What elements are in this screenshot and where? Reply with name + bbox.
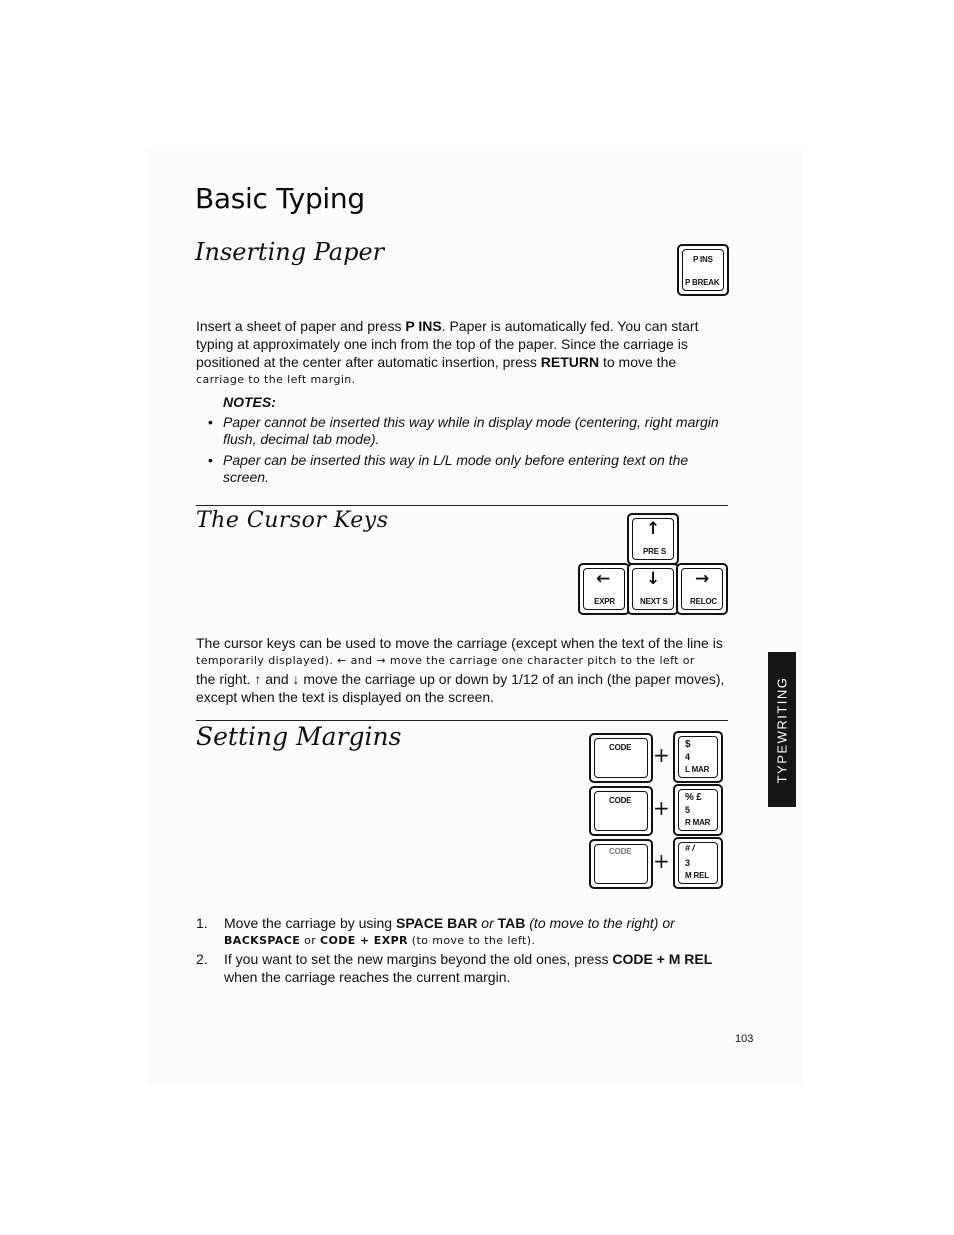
r-mar-key-symbol: % £ [685, 792, 702, 803]
up-arrow-icon: ↑ [646, 519, 661, 539]
section-divider-1 [196, 505, 728, 506]
note-1: • Paper cannot be inserted this way while in display mode (centering, right margin flush, decimal tab mode). [208, 414, 719, 447]
pre-s-key [627, 513, 679, 565]
code-key-1-label: CODE [609, 743, 632, 752]
setting-margins-heading: Setting Margins [196, 722, 402, 751]
m-rel-key-number: 3 [685, 858, 690, 868]
step-2-line-1: 2. If you want to set the new margins beyond the old ones, press CODE + M REL [196, 951, 713, 967]
left-arrow-icon: ← [596, 569, 611, 589]
step-1-line-2: BACKSPACE or CODE + EXPR (to move to the left). [224, 934, 536, 947]
l-mar-key-symbol: $ [685, 739, 691, 750]
p-break-key-label: P BREAK [685, 278, 720, 287]
plus-sign-2: + [653, 796, 670, 820]
step-1-line-1: 1. Move the carriage by using SPACE BAR or TAB (to move to the right) or [196, 915, 675, 931]
step-2-line-2: when the carriage reaches the current margin. [224, 969, 511, 985]
notes-label: NOTES: [223, 394, 276, 410]
code-key-2 [589, 786, 653, 836]
right-arrow-icon: → [695, 569, 710, 589]
pre-s-key-label: PRE S [643, 547, 667, 556]
cursor-paragraph: The cursor keys can be used to move the carriage (except when the text of the line is temporarily displayed). ← and → move the carriage one character pitch to the left or the right. ↑ and ↓ move the carriage up or down by 1/12 of an inch (the paper moves), except when the text is displayed on the screen. [196, 635, 725, 705]
margin-steps-list [196, 914, 756, 986]
side-tab-label: TYPEWRITING [774, 676, 790, 783]
r-mar-key [673, 784, 723, 836]
r-mar-key-label: R MAR [685, 818, 711, 827]
next-s-key [627, 563, 679, 615]
p-ins-key-label: P INS [693, 255, 713, 264]
expr-key [578, 563, 630, 615]
inserting-paragraph: Insert a sheet of paper and press P INS. Paper is automatically fed. You can start typing at approximately one inch from the top of the paper. Since the carriage is positioned at the center after automatic insertion, press RETURN to move the carriage to the left margin. [196, 318, 699, 386]
l-mar-key-label: L MAR [685, 765, 710, 774]
reloc-key-label: RELOC [690, 597, 718, 606]
inserting-paper-heading: Inserting Paper [195, 238, 385, 266]
expr-key-label: EXPR [594, 597, 615, 606]
next-s-key-label: NEXT S [640, 597, 668, 606]
l-mar-key-number: 4 [685, 752, 690, 762]
code-key-2-label: CODE [609, 796, 632, 805]
down-arrow-icon: ↓ [646, 569, 661, 589]
note-2: • Paper can be inserted this way in L/L mode only before entering text on the screen. [208, 452, 689, 485]
cursor-keys-heading: The Cursor Keys [196, 508, 389, 533]
page-number: 103 [735, 1033, 754, 1045]
page-title: Basic Typing [195, 182, 365, 215]
reloc-key [676, 563, 728, 615]
m-rel-key-label: M REL [685, 871, 709, 880]
plus-sign-3: + [653, 849, 670, 873]
p-ins-key [677, 244, 729, 296]
code-key-3-label: CODE [609, 847, 632, 856]
code-key-1 [589, 733, 653, 783]
l-mar-key [673, 731, 723, 783]
m-rel-key [673, 837, 723, 889]
plus-sign-1: + [653, 743, 670, 767]
code-key-3 [589, 839, 653, 889]
section-divider-2 [196, 720, 728, 721]
r-mar-key-number: 5 [685, 805, 690, 815]
m-rel-key-symbol: # / [685, 843, 695, 853]
typewriting-side-tab [768, 652, 796, 807]
